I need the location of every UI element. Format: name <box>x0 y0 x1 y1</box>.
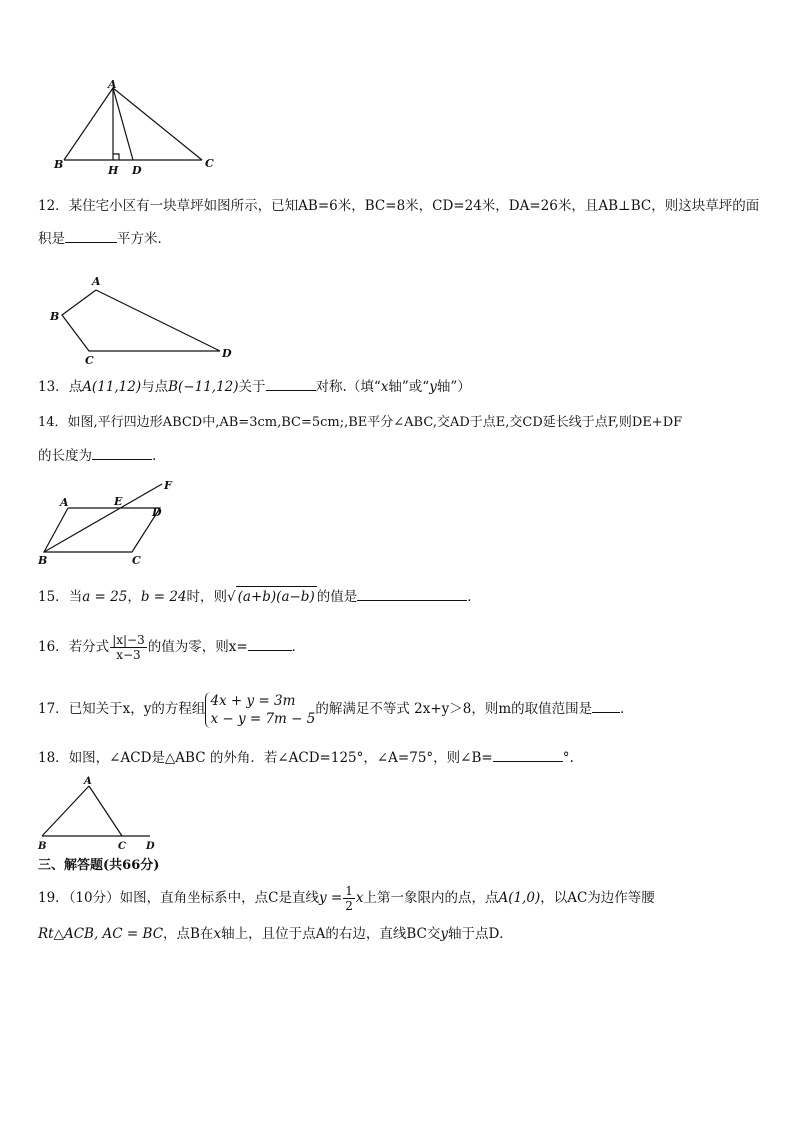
question-14-line1 <box>38 413 682 433</box>
point-A: A(11,12) <box>82 379 142 395</box>
label-H: H <box>108 164 119 177</box>
question-18 <box>38 747 574 768</box>
section-heading <box>38 856 159 876</box>
quadrilateral-figure-q12 <box>40 270 250 370</box>
question-12-line2 <box>38 228 171 249</box>
question-number: 13． <box>38 379 69 395</box>
label-A: A <box>60 496 69 509</box>
label-C: C <box>85 354 94 367</box>
axis-y: y <box>440 926 448 942</box>
question-text: ，点B在 <box>163 926 214 942</box>
question-16 <box>38 630 305 664</box>
point-A: A(1,0) <box>498 890 541 906</box>
equation-system <box>205 692 315 728</box>
point-B: B(−11,12) <box>168 379 239 395</box>
equation-2: x − y = 7m − 5 <box>210 710 316 727</box>
label-C: C <box>118 841 126 852</box>
section-title: 三、解答题(共66分) <box>38 858 160 873</box>
line-eq-x: x <box>355 890 364 906</box>
label-A: A <box>108 78 117 91</box>
label-C: C <box>132 554 141 567</box>
question-number: 12． <box>38 198 69 214</box>
equation-1: 4x + y = 3m <box>210 692 296 709</box>
question-text: 轴上，且位于点A的右边，直线BC交 <box>221 926 441 942</box>
question-19-line1 <box>38 880 655 916</box>
question-number: 18． <box>38 750 69 766</box>
answer-blank[interactable] <box>92 445 152 460</box>
value-a: a = 25 <box>82 589 128 605</box>
question-text: 如图，∠ACD是△ABC 的外角．若∠ACD=125°，∠A=75°，则∠B= <box>68 750 493 766</box>
triangle-figure-q11 <box>50 78 230 178</box>
question-text: 上第一象限内的点，点 <box>363 890 499 906</box>
question-text: °. <box>562 750 574 766</box>
question-text: 某住宅小区有一块草坪如图所示，已知AB=6米，BC=8米，CD=24米，DA=26米，且AB⊥BC，则这块草坪的面 <box>68 198 760 214</box>
question-19-line2 <box>38 924 513 944</box>
question-15 <box>38 586 481 607</box>
question-text: 平方米． <box>117 231 171 247</box>
question-text: 与点 <box>141 379 169 395</box>
label-D: D <box>222 347 232 360</box>
answer-blank[interactable] <box>592 698 620 713</box>
question-text: 当 <box>68 589 83 605</box>
triangle-figure-q18 <box>34 772 164 854</box>
question-12-line1 <box>38 196 759 216</box>
label-E: E <box>114 495 123 508</box>
question-text: 点 <box>68 379 83 395</box>
label-C: C <box>205 157 214 170</box>
label-F: F <box>164 479 172 492</box>
question-number: 15． <box>38 589 69 605</box>
question-text: ． <box>620 701 634 717</box>
question-text: 的值是 <box>316 589 358 605</box>
answer-blank[interactable] <box>65 228 117 243</box>
axis-x: x <box>380 379 389 395</box>
question-text: 轴”） <box>436 379 471 395</box>
question-text: 的解满足不等式 2x+y＞8，则m的取值范围是 <box>315 701 593 717</box>
answer-blank[interactable] <box>248 636 292 651</box>
axis-y: y <box>429 379 437 395</box>
sqrt-sign: √ <box>227 589 236 605</box>
label-D: D <box>146 841 155 852</box>
question-17 <box>38 688 634 730</box>
label-A: A <box>92 275 101 288</box>
label-B: B <box>38 841 47 852</box>
fraction-denominator: 2 <box>345 899 353 913</box>
question-text: 轴于点D． <box>447 926 513 942</box>
question-14-line2 <box>38 445 156 466</box>
fraction <box>110 633 147 662</box>
question-text: 若分式 <box>68 639 110 655</box>
fraction <box>343 884 355 913</box>
question-text: ． <box>291 639 306 655</box>
question-number: 19． <box>38 890 69 906</box>
fraction-denominator: x−3 <box>116 648 141 662</box>
question-text: 的长度为 <box>38 448 92 464</box>
label-D: D <box>132 164 142 177</box>
question-text: 的值为零，则x= <box>147 639 248 655</box>
parallelogram-figure-q14 <box>36 478 186 570</box>
question-text: 轴”或“ <box>388 379 430 395</box>
fraction-numerator: |x|−3 <box>112 633 145 647</box>
question-text: 关于 <box>238 379 266 395</box>
label-B: B <box>38 554 48 567</box>
question-text: 已知关于x，y的方程组 <box>68 701 206 717</box>
question-text: . <box>152 448 157 464</box>
axis-x: x <box>213 926 222 942</box>
answer-blank[interactable] <box>357 586 467 601</box>
fraction-numerator: 1 <box>345 884 353 898</box>
question-13 <box>38 376 471 397</box>
label-B: B <box>54 158 64 171</box>
question-text: （10分）如图，直角坐标系中，点C是直线 <box>68 890 319 906</box>
sqrt-expression: (a+b)(a−b) <box>236 586 317 607</box>
label-A: A <box>84 776 92 787</box>
answer-blank[interactable] <box>493 747 563 762</box>
question-text: 对称.（填“ <box>315 379 381 395</box>
answer-blank[interactable] <box>266 376 316 391</box>
question-number: 14． <box>38 415 68 430</box>
question-text: ． <box>467 589 481 605</box>
triangle-condition: Rt△ACB, AC = BC <box>38 926 164 942</box>
question-text: ，以AC为边作等腰 <box>540 890 655 906</box>
question-text: ， <box>127 589 141 605</box>
value-b: b = 24 <box>140 589 187 605</box>
question-number: 16． <box>38 639 69 655</box>
question-text: 积是 <box>38 231 65 247</box>
question-text: 时，则 <box>186 589 228 605</box>
question-text: 如图,平行四边形ABCD中,AB=3cm,BC=5cm;,BE平分∠ABC,交AD于点E,交CD延长线于点F,则DE+DF <box>67 415 683 430</box>
question-number: 17． <box>38 701 69 717</box>
line-eq-y: y = <box>318 890 343 906</box>
label-B: B <box>50 310 60 323</box>
label-D: D <box>152 506 162 519</box>
